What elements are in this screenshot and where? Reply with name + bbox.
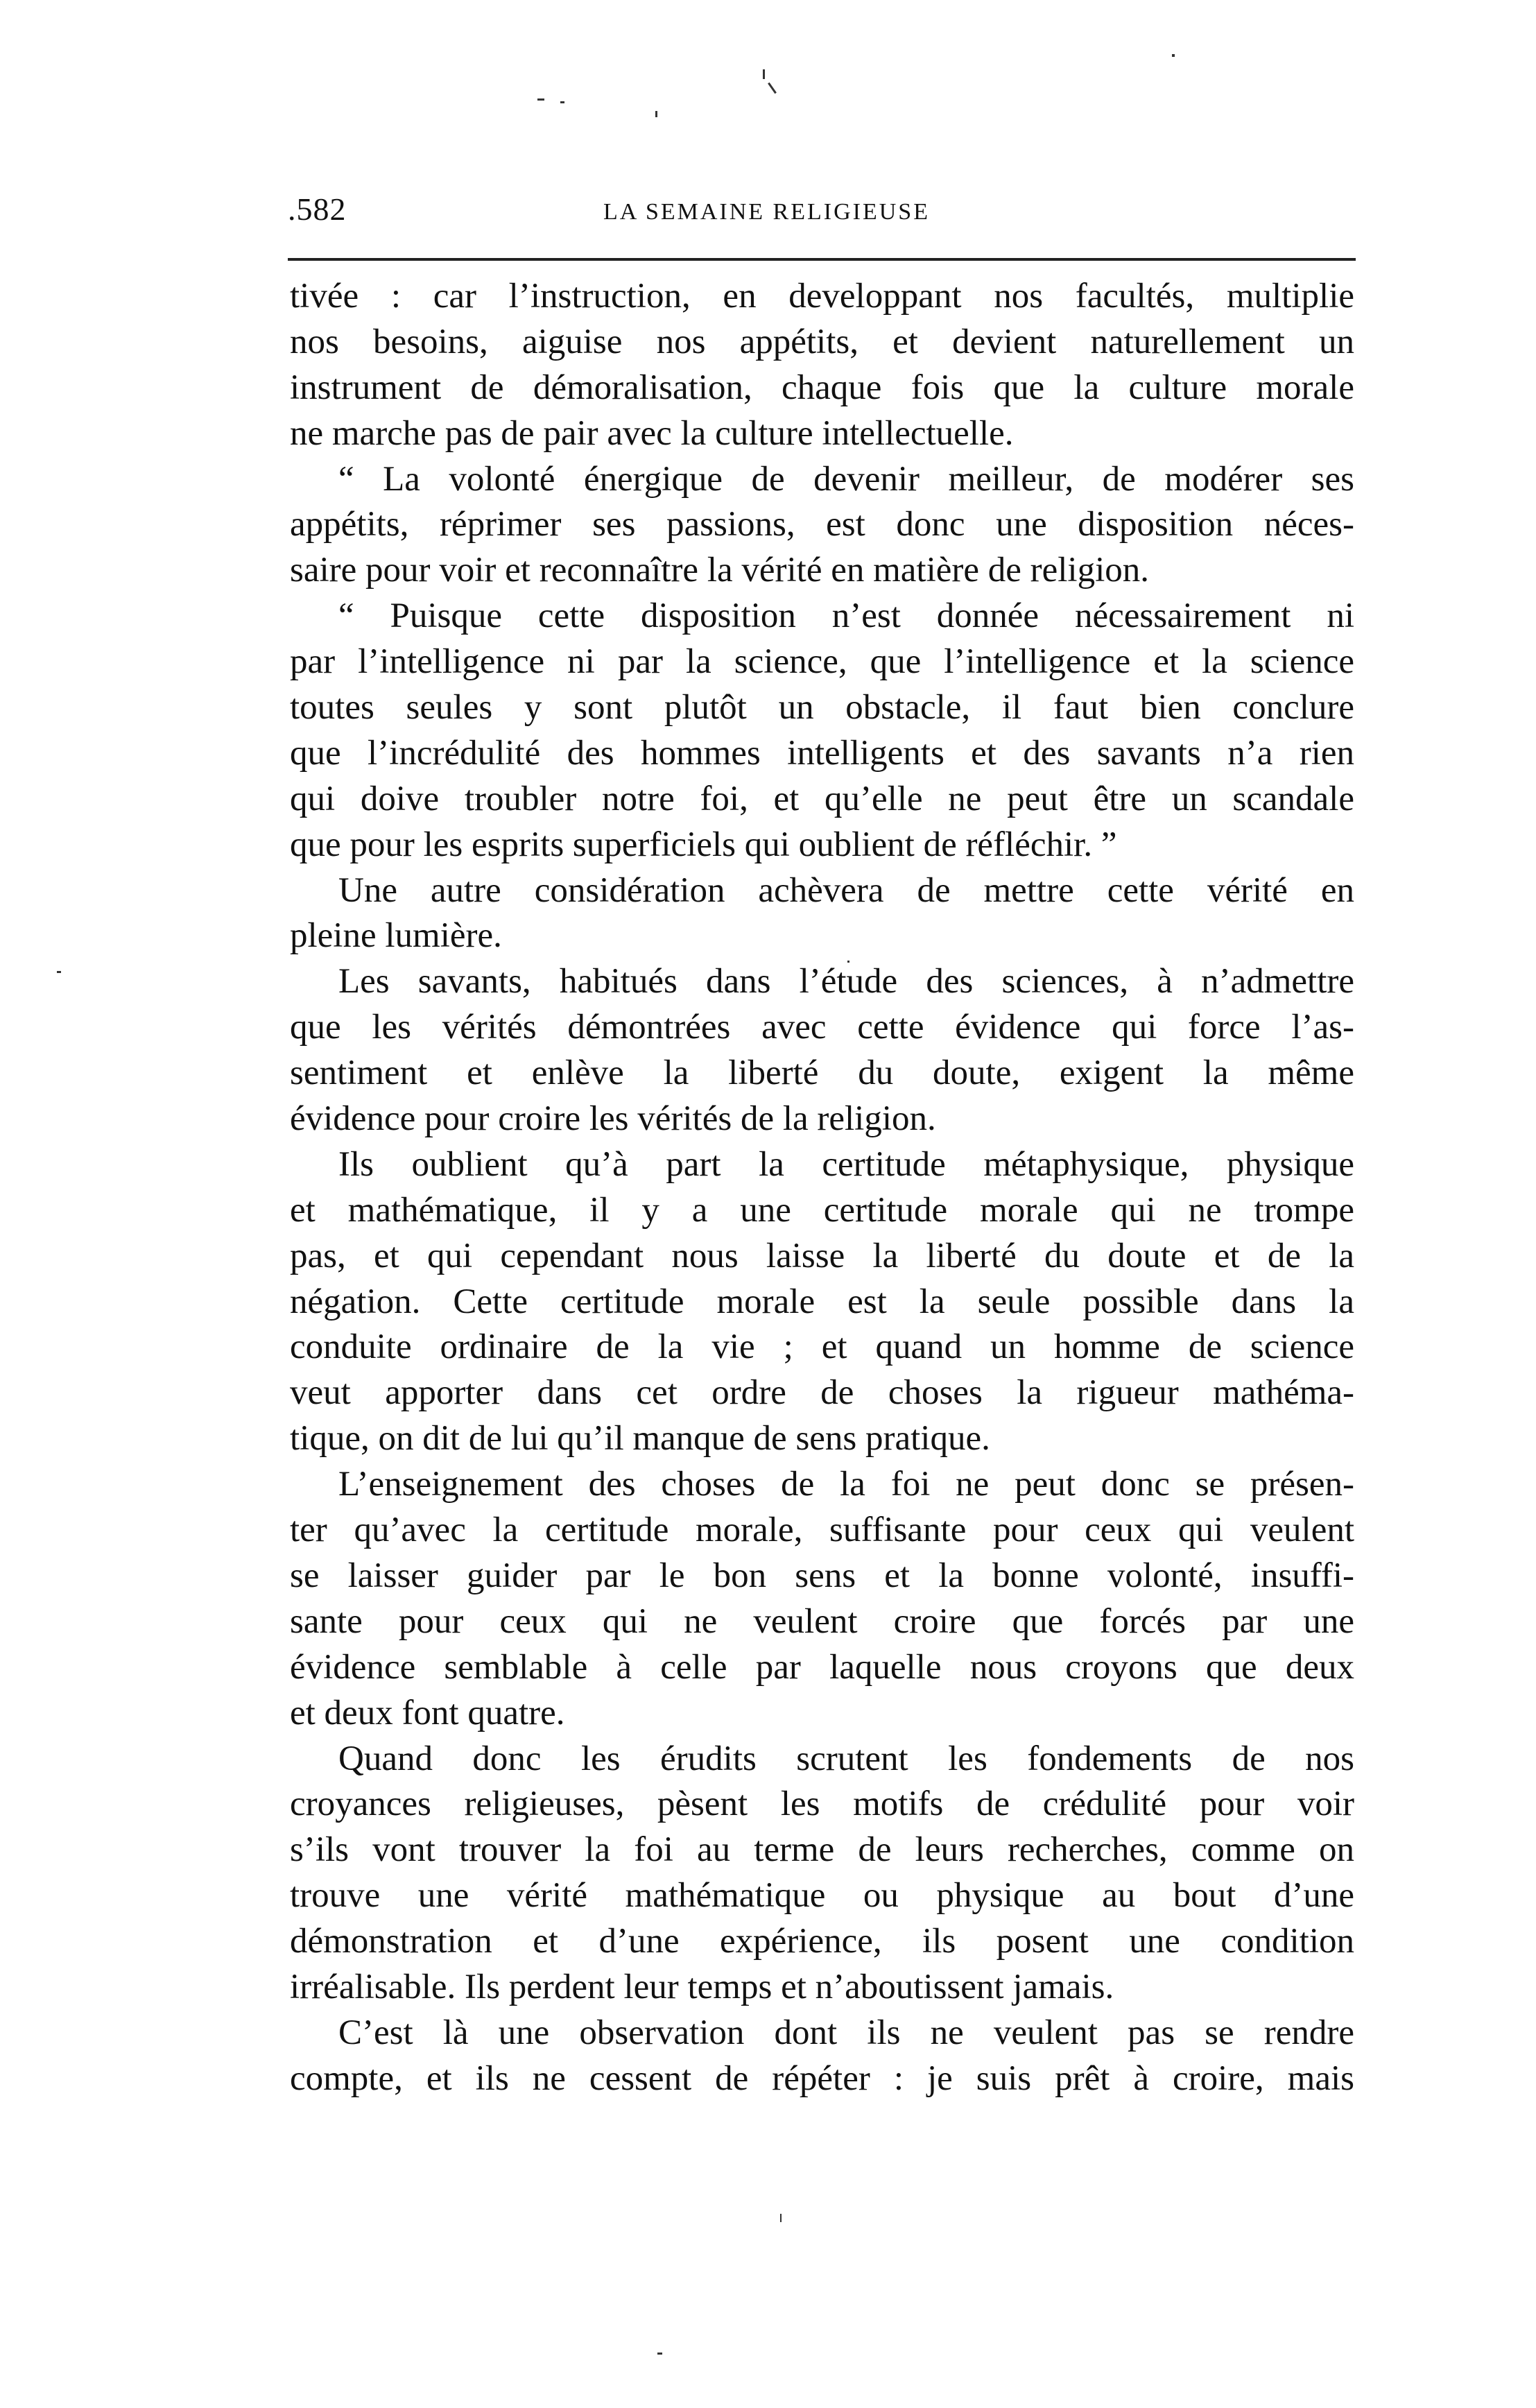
text-line: négation. Cette certitude morale est la seule possible dans la <box>290 1282 1354 1321</box>
text-line: instrument de démoralisation, chaque fois que la culture morale <box>290 368 1354 407</box>
text-line: par l’intelligence ni par la science, que l’intelligence et la science <box>290 642 1354 682</box>
text-line: veut apporter dans cet ordre de choses la rigueur mathéma- <box>290 1373 1354 1413</box>
text-line: que pour les esprits superficiels qui oublient de réfléchir. ” <box>290 825 1117 864</box>
text-line: “ La volonté énergique de devenir meilleur, de modérer ses <box>338 459 1354 499</box>
text-line: toutes seules y sont plutôt un obstacle, il faut bien conclure <box>290 688 1354 728</box>
text-line: Les savants, habitués dans l’étude des sciences, à n’admettre <box>338 962 1354 1001</box>
text-line: pas, et qui cependant nous laisse la liberté du doute et de la <box>290 1236 1354 1275</box>
print-speck <box>780 2214 782 2222</box>
text-line: Quand donc les érudits scrutent les fondements de nos <box>338 1739 1354 1778</box>
print-speck <box>57 971 61 973</box>
text-line: Une autre considération achèvera de mettre cette vérité en <box>338 870 1354 910</box>
text-line: sentiment et enlève la liberté du doute, exigent la même <box>290 1054 1354 1093</box>
text-line: compte, et ils ne cessent de répéter : je suis prêt à croire, mais <box>290 2058 1354 2098</box>
text-line: irréalisable. Ils perdent leur temps et n’aboutissent jamais. <box>290 1967 1114 2006</box>
text-line: et deux font quatre. <box>290 1693 565 1732</box>
text-line: et mathématique, il y a une certitude morale qui ne trompe <box>290 1190 1354 1230</box>
text-line: croyances religieuses, pèsent les motifs de crédulité pour voir <box>290 1785 1354 1824</box>
text-line: se laisser guider par le bon sens et la bonne volonté, insuffi- <box>290 1556 1354 1595</box>
text-line: qui doive troubler notre foi, et qu’elle ne peut être un scandale <box>290 779 1354 818</box>
text-line: pleine lumière. <box>290 916 502 956</box>
running-head: LA SEMAINE RELIGIEUSE <box>603 199 930 225</box>
print-speck <box>768 83 777 94</box>
text-line: sante pour ceux qui ne veulent croire que forcés par une <box>290 1601 1354 1641</box>
text-line: ne marche pas de pair avec la culture intellectuelle. <box>290 413 1014 453</box>
page-number: .582 <box>288 191 347 227</box>
print-speck <box>1172 54 1175 57</box>
text-line: ter qu’avec la certitude morale, suffisante pour ceux qui veulent <box>290 1511 1354 1550</box>
text-line: démonstration et d’une expérience, ils posent une condition <box>290 1922 1354 1961</box>
text-line: que les vérités démontrées avec cette évidence qui force l’as- <box>290 1008 1354 1047</box>
text-line: tique, on dit de lui qu’il manque de sens pratique. <box>290 1419 990 1459</box>
text-line: trouve une vérité mathématique ou physique au bout d’une <box>290 1876 1354 1916</box>
text-line: évidence pour croire les vérités de la religion. <box>290 1099 936 1139</box>
body-text <box>290 274 1354 2102</box>
text-line: tivée : car l’instruction, en developpant nos facultés, multiplie <box>290 277 1354 316</box>
print-speck <box>560 101 564 103</box>
text-line: L’enseignement des choses de la foi ne peut donc se présen- <box>338 1465 1354 1504</box>
text-line: que l’incrédulité des hommes intelligents et des savants n’a rien <box>290 733 1354 773</box>
header-rule <box>288 258 1356 261</box>
text-line: nos besoins, aiguise nos appétits, et devient naturellement un <box>290 322 1354 361</box>
print-speck <box>537 98 544 101</box>
text-line: Ils oublient qu’à part la certitude métaphysique, physique <box>338 1144 1354 1184</box>
print-speck <box>763 69 765 79</box>
text-line: “ Puisque cette disposition n’est donnée nécessairement ni <box>338 596 1354 636</box>
text-line: évidence semblable à celle par laquelle nous croyons que deux <box>290 1647 1354 1687</box>
text-line: C’est là une observation dont ils ne veulent pas se rendre <box>338 2013 1354 2052</box>
text-line: s’ils vont trouver la foi au terme de leurs recherches, comme on <box>290 1830 1354 1870</box>
text-line: saire pour voir et reconnaître la vérité en matière de religion. <box>290 551 1150 590</box>
text-line: conduite ordinaire de la vie ; et quand un homme de science <box>290 1327 1354 1367</box>
text-line: appétits, réprimer ses passions, est donc une disposition néces- <box>290 505 1354 544</box>
print-speck <box>655 111 657 117</box>
page-header <box>288 191 1342 246</box>
print-speck <box>657 2353 662 2355</box>
